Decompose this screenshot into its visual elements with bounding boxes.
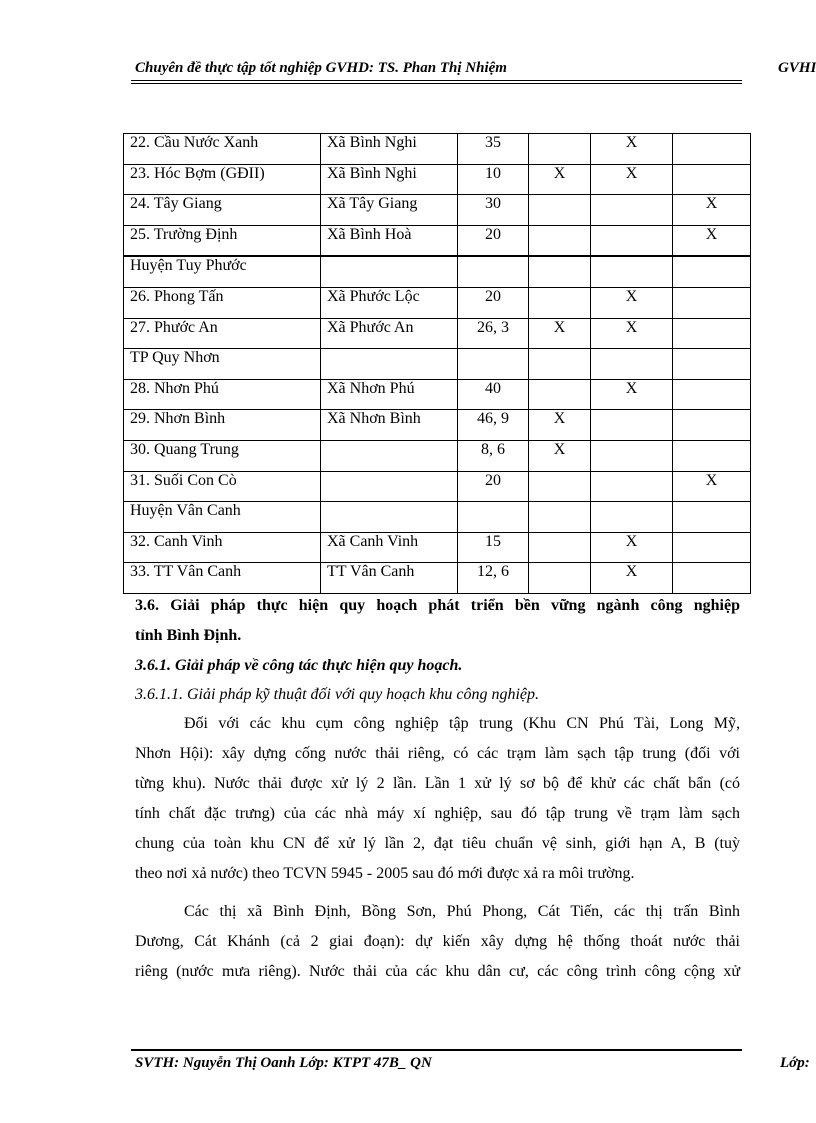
stage1-cell: [529, 195, 591, 226]
stage2-cell: [591, 440, 673, 471]
zone-name-cell: 22. Cầu Nước Xanh: [124, 134, 321, 165]
paragraph-line: Nhơn Hội): xây dựng cống nước thải riêng, có các trạm làm sạch tập trung (đối với: [135, 745, 740, 762]
stage3-cell: [673, 563, 751, 594]
paragraph-line: tính chất đặc trưng) của các nhà máy xí nghiệp, sau đó tập trung về trạm làm sạch: [135, 805, 740, 822]
table-row: [124, 379, 751, 410]
header-rule-double: [131, 83, 742, 84]
zone-name-cell: 33. TT Vân Canh: [124, 563, 321, 594]
stage3-cell: [673, 164, 751, 195]
stage1-cell: [529, 287, 591, 318]
area-cell: 20: [458, 287, 529, 318]
table-row: [124, 502, 751, 533]
table-row: [124, 256, 751, 287]
table-row: [124, 440, 751, 471]
zone-name-cell: TP Quy Nhơn: [124, 349, 321, 380]
stage2-cell: X: [591, 134, 673, 165]
location-cell: Xã Tây Giang: [321, 195, 458, 226]
paragraph-line: Dương, Cát Khánh (cả 2 giai đoạn): dự kiến xây dựng hệ thống thoát nước thải: [135, 933, 740, 950]
section-heading: 3.6. Giải pháp thực hiện quy hoạch phát triển bền vững ngành công nghiệp: [135, 597, 740, 614]
zone-name-cell: 27. Phước An: [124, 318, 321, 349]
location-cell: Xã Nhơn Bình: [321, 410, 458, 441]
stage1-cell: X: [529, 410, 591, 441]
stage2-cell: [591, 225, 673, 256]
stage1-cell: X: [529, 318, 591, 349]
zone-name-cell: 23. Hóc Bợm (GĐII): [124, 164, 321, 195]
area-cell: 35: [458, 134, 529, 165]
area-cell: 26, 3: [458, 318, 529, 349]
location-cell: Xã Bình Hoà: [321, 225, 458, 256]
area-cell: 10: [458, 164, 529, 195]
area-cell: 46, 9: [458, 410, 529, 441]
stage1-cell: [529, 532, 591, 563]
table-row: [124, 410, 751, 441]
location-cell: [321, 349, 458, 380]
stage1-cell: [529, 379, 591, 410]
footer-author: SVTH: Nguyễn Thị Oanh Lớp: KTPT 47B_ QN: [135, 1055, 432, 1071]
paragraph-line: từng khu). Nước thải được xử lý 2 lần. Lần 1 xử lý sơ bộ để khử các chất bẩn (có: [135, 775, 740, 792]
zone-name-cell: 26. Phong Tấn: [124, 287, 321, 318]
stage1-cell: [529, 563, 591, 594]
stage3-cell: [673, 532, 751, 563]
stage3-cell: [673, 440, 751, 471]
header-title: Chuyên đề thực tập tốt nghiệp GVHD: TS. Phan Thị Nhiệm: [135, 60, 507, 76]
location-cell: Xã Bình Nghi: [321, 134, 458, 165]
stage2-cell: [591, 256, 673, 287]
stage3-cell: X: [673, 195, 751, 226]
area-cell: 20: [458, 471, 529, 502]
area-cell: 40: [458, 379, 529, 410]
location-cell: [321, 502, 458, 533]
area-cell: 12, 6: [458, 563, 529, 594]
zone-name-cell: Huyện Vân Canh: [124, 502, 321, 533]
footer-rule: [131, 1049, 742, 1051]
location-cell: Xã Nhơn Phú: [321, 379, 458, 410]
stage3-cell: [673, 318, 751, 349]
stage2-cell: [591, 502, 673, 533]
stage2-cell: X: [591, 287, 673, 318]
footer-right-text: Lớp:: [780, 1055, 810, 1071]
zone-name-cell: 28. Nhơn Phú: [124, 379, 321, 410]
stage1-cell: [529, 349, 591, 380]
stage3-cell: [673, 410, 751, 441]
zone-name-cell: 30. Quang Trung: [124, 440, 321, 471]
stage1-cell: [529, 134, 591, 165]
stage2-cell: X: [591, 164, 673, 195]
area-cell: 20: [458, 225, 529, 256]
table-row: [124, 349, 751, 380]
stage3-cell: [673, 256, 751, 287]
zone-name-cell: 32. Canh Vinh: [124, 532, 321, 563]
header-right-text: GVHI: [778, 60, 816, 76]
zone-name-cell: 29. Nhơn Bình: [124, 410, 321, 441]
area-cell: [458, 502, 529, 533]
area-cell: 15: [458, 532, 529, 563]
stage3-cell: [673, 379, 751, 410]
area-cell: [458, 256, 529, 287]
stage1-cell: X: [529, 440, 591, 471]
stage3-cell: [673, 134, 751, 165]
paragraph-line: riêng (nước mưa riêng). Nước thải của các khu dân cư, các công trình công cộng xử: [135, 963, 740, 980]
location-cell: [321, 440, 458, 471]
paragraph-line: chung của toàn khu CN để xử lý lần 2, đạt tiêu chuẩn vệ sinh, giới hạn A, B (tuỳ: [135, 835, 740, 852]
stage2-cell: [591, 471, 673, 502]
zone-name-cell: Huyện Tuy Phước: [124, 256, 321, 287]
area-cell: 30: [458, 195, 529, 226]
stage3-cell: X: [673, 471, 751, 502]
location-cell: [321, 471, 458, 502]
table-row: [124, 471, 751, 502]
paragraph-line: Đối với các khu cụm công nghiệp tập trung (Khu CN Phú Tài, Long Mỹ,: [184, 715, 740, 732]
stage3-cell: [673, 287, 751, 318]
stage1-cell: [529, 471, 591, 502]
stage2-cell: [591, 349, 673, 380]
table-row: [124, 318, 751, 349]
stage1-cell: [529, 256, 591, 287]
stage2-cell: X: [591, 532, 673, 563]
zone-name-cell: 25. Trường Định: [124, 225, 321, 256]
location-cell: Xã Phước Lộc: [321, 287, 458, 318]
location-cell: [321, 256, 458, 287]
stage2-cell: X: [591, 563, 673, 594]
area-cell: 8, 6: [458, 440, 529, 471]
table-row: [124, 532, 751, 563]
header-rule: [131, 80, 742, 81]
sub-sub-heading: 3.6.1.1. Giải pháp kỹ thuật đối với quy hoạch khu công nghiệp.: [135, 686, 540, 703]
table-row: [124, 134, 751, 165]
table-row: [124, 195, 751, 226]
area-cell: [458, 349, 529, 380]
zone-name-cell: 31. Suối Con Cò: [124, 471, 321, 502]
stage2-cell: X: [591, 318, 673, 349]
zone-name-cell: 24. Tây Giang: [124, 195, 321, 226]
location-cell: Xã Canh Vinh: [321, 532, 458, 563]
table-row: [124, 287, 751, 318]
location-cell: Xã Bình Nghi: [321, 164, 458, 195]
sub-heading: 3.6.1. Giải pháp về công tác thực hiện quy hoạch.: [135, 657, 463, 674]
stage2-cell: [591, 410, 673, 441]
location-cell: TT Vân Canh: [321, 563, 458, 594]
stage3-cell: [673, 349, 751, 380]
section-heading-cont: tỉnh Bình Định.: [135, 627, 242, 644]
stage3-cell: [673, 502, 751, 533]
paragraph-line: Các thị xã Bình Định, Bồng Sơn, Phú Phong, Cát Tiến, các thị trấn Bình: [184, 903, 740, 920]
stage2-cell: X: [591, 379, 673, 410]
table-row: [124, 225, 751, 256]
table-body: [124, 134, 751, 594]
stage1-cell: [529, 502, 591, 533]
stage1-cell: X: [529, 164, 591, 195]
stage3-cell: X: [673, 225, 751, 256]
paragraph-line: theo nơi xả nước) theo TCVN 5945 - 2005 sau đó mới được xả ra môi trường.: [135, 865, 635, 882]
table-row: [124, 563, 751, 594]
stage1-cell: [529, 225, 591, 256]
location-cell: Xã Phước An: [321, 318, 458, 349]
industrial-zone-table: [123, 133, 751, 594]
stage2-cell: [591, 195, 673, 226]
table-row: [124, 164, 751, 195]
